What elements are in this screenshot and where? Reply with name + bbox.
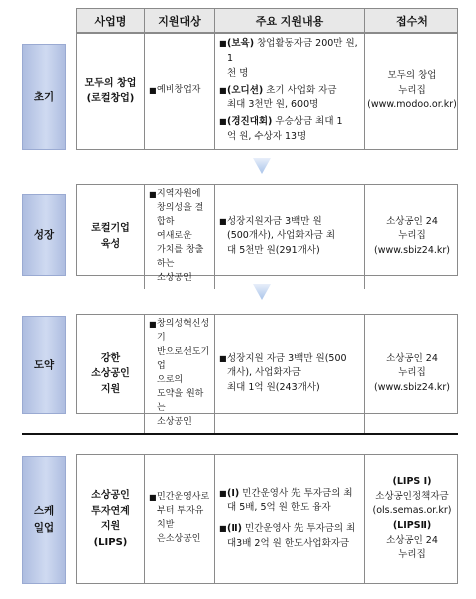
square-bullet-icon: ■ — [219, 117, 227, 127]
program-name: 모두의 창업 (로컬창업) — [77, 33, 145, 149]
office-cell: 모두의 창업 누리집 (www.modoo.or.kr) — [367, 69, 457, 111]
office-lips1-label: (LIPS Ⅰ) — [392, 475, 432, 487]
content-cell: ■ 성장지원 자금 3백만 원(500 개사), 사업화자금 최대 1억 원(243개사) — [215, 315, 365, 433]
content-cell: ■ 성장지원자금 3백만 원 (500개사), 사업화자금 최 대 5천만 원(291개사) — [215, 185, 365, 289]
down-arrow-icon — [253, 284, 271, 300]
square-bullet-icon: ■ — [149, 190, 157, 199]
header-program: 사업명 — [77, 9, 145, 33]
target-cell: ■ 창의성혁신성 기 반으로선도기업 으로의 도약을 원하는 소상공인 — [145, 315, 215, 433]
content-cell: ■ (보육) 창업활동자금 200만 원, 1 천 명 ■ (오디션) 초기 사업화 자금 최대 3천만 원, 600명 ■ (경진대회) 우승상금 최대 1 억 원, 수상자 13명 — [215, 33, 365, 149]
content-cell: ■ (Ⅰ) 민간운영사 先 투자금의 최 대 5배, 5억 원 한도 융자 ■ (Ⅱ) 민간운영사 先 투자금의 최 대3배 2억 원 한도사업화자금 — [215, 455, 365, 583]
header-content: 주요 지원내용 — [215, 9, 365, 33]
program-name: 로컬기업 육성 — [77, 185, 145, 289]
table-row — [76, 32, 458, 150]
square-bullet-icon: ■ — [219, 524, 227, 533]
square-bullet-icon: ■ — [219, 216, 227, 226]
table-row — [76, 184, 458, 283]
office-cell: 소상공인 24 누리집 (www.sbiz24.kr) — [374, 215, 450, 257]
section-divider — [22, 433, 458, 435]
down-arrow-icon — [253, 158, 271, 174]
square-bullet-icon: ■ — [149, 493, 157, 503]
office-lips1-site: 소상공인정책자금 (ols.semas.or.kr) — [372, 490, 452, 517]
target-cell: ■ 지역자원에 창의성을 결합하 여새로운 가치를 창출하는 소상공인 — [145, 185, 215, 289]
stage-label-early: 초기 — [22, 44, 66, 150]
square-bullet-icon: ■ — [219, 85, 227, 95]
target-cell: ■ 예비창업자 — [145, 33, 215, 149]
square-bullet-icon: ■ — [219, 488, 227, 498]
target-cell: ■ 민간운영사로 부터 투자유치받 은소상공인 — [145, 455, 215, 583]
office-lips2-label: (LIPSⅡ) — [392, 520, 432, 531]
office-cell — [365, 455, 459, 583]
header-office: 접수처 — [396, 15, 428, 28]
office-lips2-site: 소상공인 24 누리집 — [386, 534, 438, 561]
table-header — [76, 8, 458, 34]
header-target: 지원대상 — [145, 9, 215, 33]
program-name: 소상공인 투자연계 지원 (LIPS) — [77, 455, 145, 583]
square-bullet-icon: ■ — [149, 86, 157, 95]
table-row — [76, 314, 458, 427]
square-bullet-icon: ■ — [219, 353, 227, 363]
square-bullet-icon: ■ — [149, 320, 157, 329]
program-name: 강한 소상공인 지원 — [77, 315, 145, 433]
office-cell: 소상공인 24 누리집 (www.sbiz24.kr) — [374, 352, 450, 394]
square-bullet-icon: ■ — [219, 39, 227, 49]
table-row — [76, 454, 458, 584]
stage-label-growth: 성장 — [22, 194, 66, 276]
stage-label-scaleup: 스케 일업 — [22, 456, 66, 584]
stage-label-leap: 도약 — [22, 316, 66, 414]
